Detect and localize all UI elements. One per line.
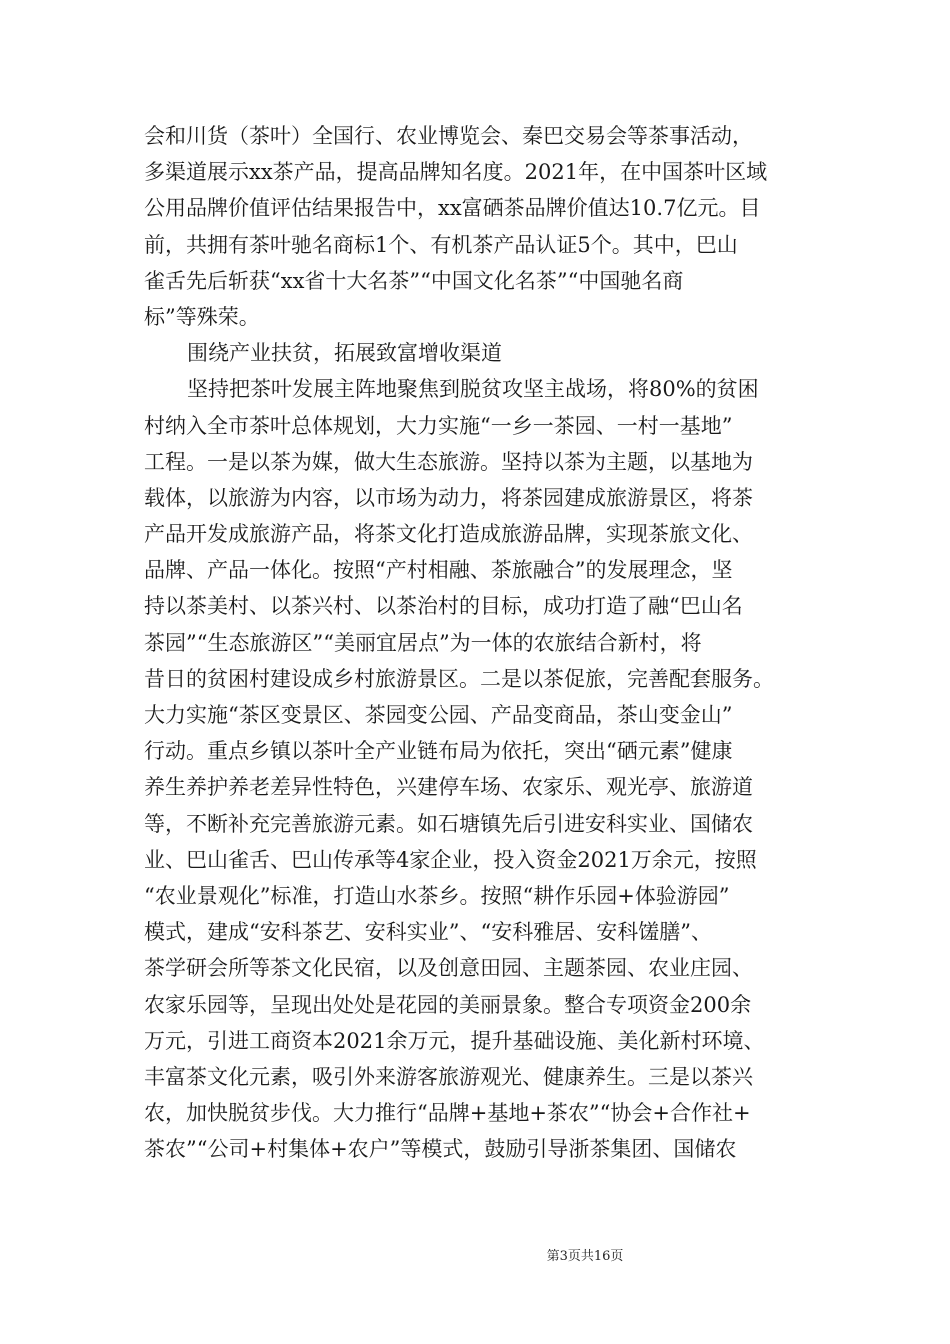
text-line: 模式，建成“安科茶艺、安科实业”、“安科雅居、安科馐膳”、 — [144, 920, 712, 945]
section-heading: 围绕产业扶贫，拓展致富增收渠道 — [187, 341, 502, 366]
text-line: 品牌、产品一体化。按照“产村相融、茶旅融合”的发展理念，坚 — [144, 558, 733, 583]
text-line: 持以茶美村、以茶兴村、以茶治村的目标，成功打造了融“巴山名 — [144, 594, 743, 619]
text-line: 茶农”“公司+村集体+农户”等模式，鼓励引导浙茶集团、国储农 — [144, 1137, 737, 1162]
text-line: 业、巴山雀舌、巴山传承等4家企业，投入资金2021万余元，按照 — [144, 847, 757, 872]
text-line: “农业景观化”标准，打造山水茶乡。按照“耕作乐园+体验游园” — [144, 883, 730, 908]
text-line: 昔日的贫困村建设成乡村旅游景区。二是以茶促旅，完善配套服务。 — [144, 666, 774, 691]
paragraph-first-line: 坚持把茶叶发展主阵地聚焦到脱贫攻坚主战场，将80%的贫困 — [187, 377, 759, 402]
text-line: 茶园”“生态旅游区”“美丽宜居点”为一体的农旅结合新村，将 — [144, 630, 702, 655]
text-line: 雀舌先后斩获“xx省十大名茶”“中国文化名茶”“中国驰名商 — [144, 268, 684, 293]
text-line: 多渠道展示xx茶产品，提高品牌知名度。2021年，在中国茶叶区域 — [144, 160, 768, 185]
text-line: 前，共拥有茶叶驰名商标1个、有机茶产品认证5个。其中，巴山 — [144, 232, 738, 257]
text-line: 农家乐园等，呈现出处处是花园的美丽景象。整合专项资金200余 — [144, 992, 752, 1017]
text-line: 农，加快脱贫步伐。大力推行“品牌+基地+茶农”“协会+合作社+ — [144, 1101, 751, 1126]
text-line: 养生养护养老差异性特色，兴建停车场、农家乐、观光亭、旅游道 — [144, 775, 753, 800]
text-line: 行动。重点乡镇以茶叶全产业链布局为依托，突出“硒元素”健康 — [144, 739, 733, 764]
text-line: 茶学研会所等茶文化民宿，以及创意田园、主题茶园、农业庄园、 — [144, 956, 753, 981]
text-line: 村纳入全市茶叶总体规划，大力实施“一乡一茶园、一村一基地” — [144, 413, 733, 438]
text-line: 万元，引进工商资本2021余万元，提升基础设施、美化新村环境、 — [144, 1028, 765, 1053]
text-line: 载体，以旅游为内容，以市场为动力，将茶园建成旅游景区，将茶 — [144, 485, 753, 510]
text-line: 标”等殊荣。 — [144, 304, 260, 329]
text-line: 大力实施“茶区变景区、茶园变公园、产品变商品，茶山变金山” — [144, 703, 733, 727]
text-line: 丰富茶文化元素，吸引外来游客旅游观光、健康养生。三是以茶兴 — [144, 1064, 753, 1089]
text-line: 公用品牌价值评估结果报告中，xx富硒茶品牌价值达10.7亿元。目 — [144, 196, 761, 221]
page-footer — [0, 1245, 950, 1269]
page-number: 第3页共16页 — [546, 1249, 624, 1264]
text-line: 等，不断补充完善旅游元素。如石塘镇先后引进安科实业、国储农 — [144, 811, 753, 836]
text-line: 会和川货（茶叶）全国行、农业博览会、秦巴交易会等茶事活动， — [144, 124, 753, 148]
body-text — [144, 118, 809, 1167]
text-line: 产品开发成旅游产品，将茶文化打造成旅游品牌，实现茶旅文化、 — [144, 522, 753, 547]
text-line: 工程。一是以茶为媒，做大生态旅游。坚持以茶为主题，以基地为 — [144, 449, 753, 474]
